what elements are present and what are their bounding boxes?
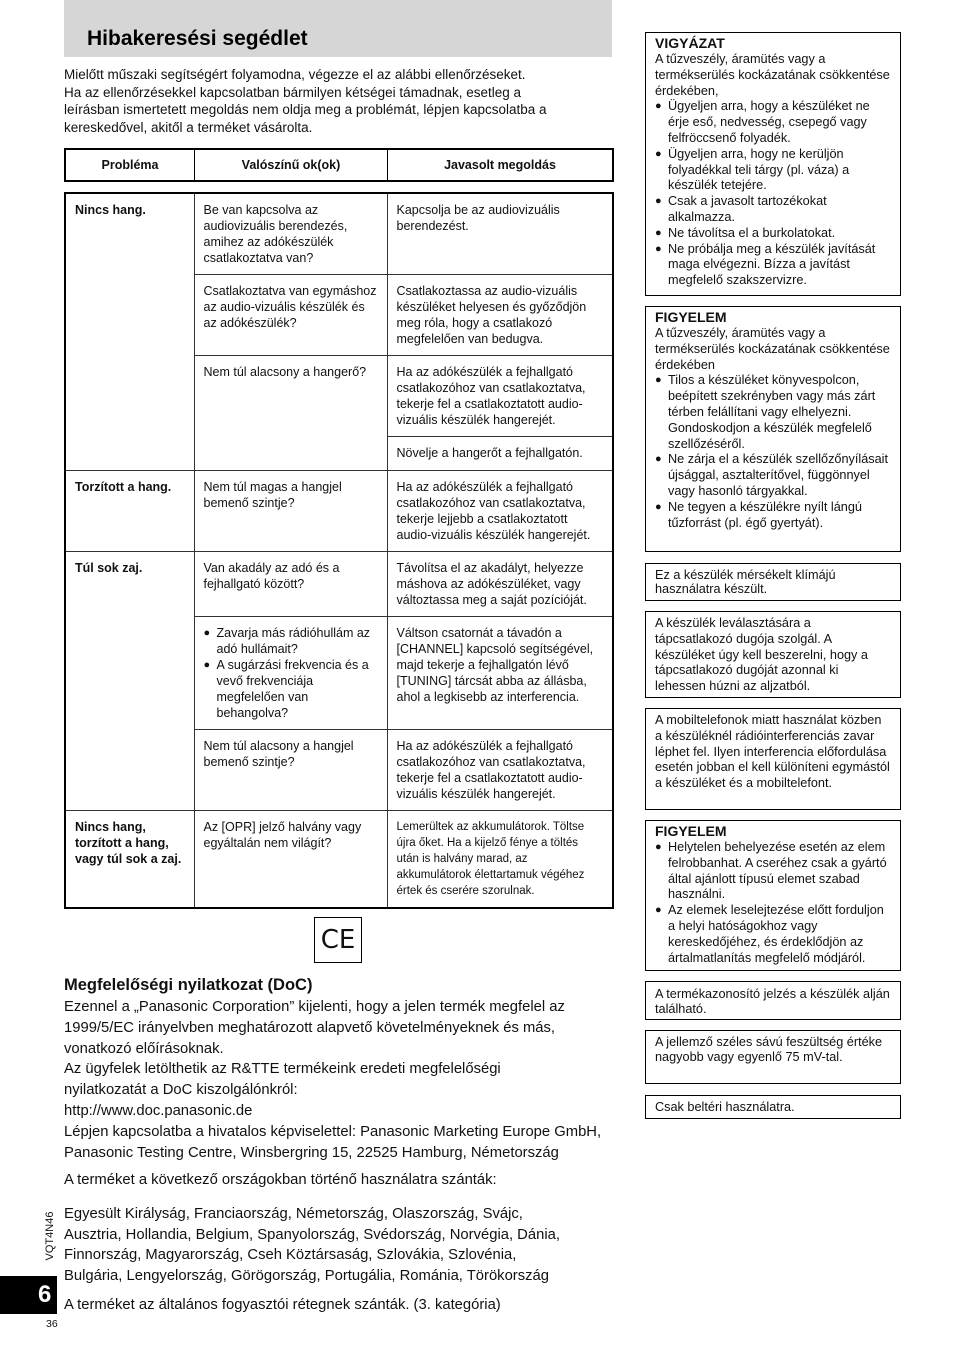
warning-box	[645, 32, 901, 296]
page-title: Hibakeresési segédlet	[87, 27, 308, 50]
doc-line: Az ügyfelek letölthetik az R&TTE termékeink eredeti megfelelőségi	[64, 1061, 501, 1078]
doc-body	[64, 997, 619, 1163]
caution-title: FIGYELEM	[655, 309, 727, 325]
model-code-text: VQT4N46	[44, 1211, 56, 1261]
problem-cell: Torzított a hang.	[65, 471, 194, 552]
doc-line: Panasonic Testing Centre, Winsbergring 15, 22525 Hamburg, Németország	[64, 1144, 559, 1161]
header-solution: Javasolt megoldás	[388, 149, 614, 181]
solution-cell: Kapcsolja be az audiovizuális berendezést.	[387, 193, 613, 275]
warning-item: ● Ügyeljen arra, hogy ne kerüljön folyadékkal teli tárgy (pl. váza) a készülék tetejére.	[655, 147, 891, 194]
caution-item: ● Ne zárja el a készülék szellőzőnyílásait újsággal, asztalterítővel, függönnyel vagy hasonló tárgyakkal.	[655, 452, 891, 499]
indoor-note: Csak beltéri használatra.	[645, 1095, 901, 1119]
table-header	[64, 148, 614, 182]
battery-caution-item: ● Helytelen behelyezése esetén az elem felrobbanhat. A cseréhez csak a gyártó által ajánlott típusú elemet szabad használni.	[655, 840, 891, 903]
climate-note: Ez a készülék mérsékelt klímájú használatra készült.	[645, 563, 901, 601]
page-number-small: 36	[46, 1318, 58, 1330]
warning-item: ● Ne próbálja meg a készülék javítását maga elvégezni. Bízza a javítást megfelelő szakszervizre.	[655, 242, 891, 289]
page-number-box	[0, 1276, 57, 1314]
table-row	[65, 193, 613, 275]
mobile-note: A mobiltelefonok miatt használat közben a készüléknél rádióinterferenciás zavar léphet fel. Ilyen interferencia előfordulása esetén jobban el kell különíteni egymástól a készüléket és a mobiltelefont.	[645, 708, 901, 810]
battery-caution-title: FIGYELEM	[655, 823, 727, 839]
warning-item: ● Ne távolítsa el a burkolatokat.	[655, 226, 891, 242]
battery-caution-box	[645, 820, 901, 971]
solution-cell: Ha az adókészülék a fejhallgató csatlakozóhoz van csatlakoztatva, tekerje fel a csatlakoztatott audio-vizuális készülék hangerejét.	[387, 356, 613, 437]
solution-cell: Váltson csatornát a távadón a [CHANNEL] kapcsoló segítségével, majd tekerje a fejhallgatón lévő [TUNING] tárcsát abba az állásba, ahol a legkisebb az interferencia.	[387, 617, 613, 730]
country-list	[64, 1204, 560, 1286]
solution-cell: Növelje a hangerőt a fejhallgatón.	[387, 437, 613, 471]
id-mark-note: A termékazonosító jelzés a készülék alján található.	[645, 981, 901, 1020]
intended-use-text: A terméket a következő országokban történő használatra szánták:	[64, 1172, 497, 1188]
country-line: Finnország, Magyarország, Cseh Köztársaság, Szlovákia, Szlovénia,	[64, 1247, 517, 1263]
intro-line: leírásban ismertetett megoldás nem oldja meg a problémát, lépjen kapcsolatba a	[64, 102, 547, 117]
table-row	[65, 471, 613, 552]
doc-line: vonatkozó előírásoknak.	[64, 1040, 224, 1057]
solution-cell: Csatlakoztassa az audio-vizuális készüléket helyesen és győződjön meg róla, hogy a csatlakozó megfelelően van bedugva.	[387, 275, 613, 356]
header-problem: Probléma	[101, 158, 159, 172]
doc-url: http://www.doc.panasonic.de	[64, 1102, 253, 1119]
troubleshooting-table	[64, 192, 614, 909]
problem-cell: Nincs hang.	[65, 193, 194, 471]
cause-bullet: ● Zavarja más rádióhullám az adó hullámait?	[204, 625, 378, 657]
cause-cell: Nem túl alacsony a hangerő?	[194, 356, 387, 471]
caution-item: ● Tilos a készüléket könyvespolcon, beépített szekrényben vagy más zárt térben felállítani vagy elhelyezni. Gondoskodjon a készülék megfelelő szellőzéséről.	[655, 373, 891, 452]
table-row	[65, 552, 613, 617]
intro-line: kereskedővel, akitől a terméket vásárolta.	[64, 119, 313, 135]
cause-cell: Be van kapcsolva az audiovizuális berendezés, amihez az adókészülék csatlakoztatva van?	[194, 193, 387, 275]
country-line: Ausztria, Hollandia, Belgium, Spanyolország, Svédország, Norvégia, Dánia,	[64, 1226, 560, 1243]
caution-box	[645, 306, 901, 552]
plug-note: A készülék leválasztására a tápcsatlakozó dugója szolgál. A készüléket úgy kell beszerelni, hogy a tápcsatlakozó dugóját azonnal ki lehessen húzni az aljzatból.	[645, 611, 901, 698]
page-number: 6	[38, 1281, 52, 1308]
category-text: A terméket az általános fogyasztói rétegnek szánták. (3. kategória)	[64, 1297, 501, 1313]
cause-cell: Nem túl magas a hangjel bemenő szintje?	[194, 471, 387, 552]
warning-intro: A tűzveszély, áramütés vagy a termékserülés kockázatának csökkentése érdekében,	[655, 52, 890, 98]
warning-item: ● Ügyeljen arra, hogy a készüléket ne érje eső, nedvesség, csepegő vagy felfröccsenő folyadék.	[655, 99, 891, 146]
cause-bullet: ● A sugárzási frekvencia és a vevő frekvenciája megfelelően van behangolva?	[204, 657, 378, 721]
solution-cell: Távolítsa el az akadályt, helyezze máshova az adókészüléket, vagy változtassa meg a saját pozícióját.	[387, 552, 613, 617]
doc-line: Ezennel a „Panasonic Corporation” kijelenti, hogy a jelen termék megfelel az	[64, 999, 565, 1015]
voltage-note: A jellemző széles sávú feszültség értéke nagyobb vagy egyenlő 75 mV-tal.	[645, 1030, 901, 1084]
doc-line: Lépjen kapcsolatba a hivatalos képviselettel: Panasonic Marketing Europe GmbH,	[64, 1123, 602, 1140]
caution-intro: A tűzveszély, áramütés vagy a termékserülés kockázatának csökkentése érdekében	[655, 326, 890, 372]
problem-cell: Nincs hang, torzított a hang, vagy túl sok a zaj.	[65, 811, 194, 909]
intro-line: Ha az ellenőrzésekkel kapcsolatban bármilyen kétségei támadnak, esetleg a	[64, 84, 522, 100]
cause-cell	[194, 617, 387, 730]
country-line: Bulgária, Lengyelország, Görögország, Portugália, Románia, Törökország	[64, 1267, 549, 1284]
intro-text	[64, 66, 604, 136]
doc-title: Megfelelőségi nyilatkozat (DoC)	[64, 976, 313, 994]
cause-cell: Nem túl alacsony a hangjel bemenő szintje?	[194, 730, 387, 811]
ce-mark-text: CE	[320, 925, 356, 955]
ce-mark	[314, 917, 362, 963]
intro-line: Mielőtt műszaki segítségért folyamodna, végezze el az alábbi ellenőrzéseket.	[64, 67, 526, 82]
doc-line: 1999/5/EC irányelvben meghatározott alapvető követelményeknek és más,	[64, 1019, 556, 1036]
warning-item: ● Csak a javasolt tartozékokat alkalmazza.	[655, 194, 891, 226]
problem-cell: Túl sok zaj.	[65, 552, 194, 811]
table-row	[65, 811, 613, 909]
solution-cell: Ha az adókészülék a fejhallgató csatlakozóhoz van csatlakoztatva, tekerje lejjebb a csatlakoztatott audio-vizuális készülék hangerejét.	[387, 471, 613, 552]
doc-line: nyilatkozatát a DoC kiszolgálónkról:	[64, 1082, 298, 1099]
battery-caution-item: ● Az elemek leselejtezése előtt forduljon a helyi hatóságokhoz vagy kereskedőjéhez, és érdeklődjön az ártalmatlanítás megfelelő módjáról.	[655, 903, 891, 966]
cause-cell: Az [OPR] jelző halvány vagy egyáltalán nem világít?	[194, 811, 387, 909]
solution-cell: Lemerültek az akkumulátorok. Töltse újra őket. Ha a kijelző fénye a töltés után is halvány marad, az akkumulátorok élettartamuk végéhez értek és cserére szorulnak.	[387, 811, 613, 909]
warning-title: VIGYÁZAT	[655, 35, 725, 51]
cause-cell: Van akadály az adó és a fejhallgató között?	[194, 552, 387, 617]
header-cause: Valószínű ok(ok)	[195, 149, 388, 181]
caution-item: ● Ne tegyen a készülékre nyílt lángú tűzforrást (pl. égő gyertyát).	[655, 500, 891, 532]
model-code	[40, 1208, 60, 1272]
country-line: Egyesült Királyság, Franciaország, Németország, Olaszország, Svájc,	[64, 1206, 523, 1222]
solution-cell: Ha az adókészülék a fejhallgató csatlakozóhoz van csatlakoztatva, tekerje fel a csatlakoztatott audio-vizuális készülék hangerejét.	[387, 730, 613, 811]
cause-cell: Csatlakoztatva van egymáshoz az audio-vizuális készülék és az adókészülék?	[194, 275, 387, 356]
